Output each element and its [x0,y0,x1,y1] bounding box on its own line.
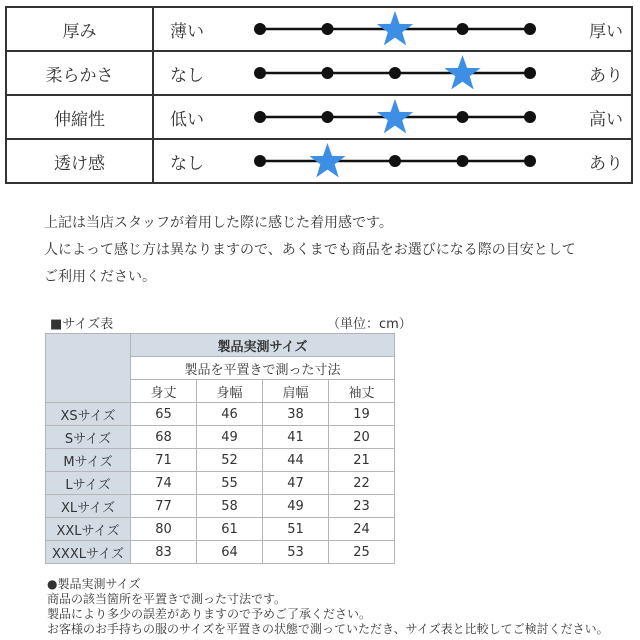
unit-label: （単位：cm） [327,317,412,332]
table-cell: 80 [131,518,197,541]
scale-dot [322,111,334,123]
table-cell: 41 [263,426,329,449]
feel-row-thickness [7,8,631,52]
scale-dot [524,23,536,35]
table-cell: 77 [131,495,197,518]
feel-name: 柔らかさ [7,52,154,94]
note-line: 上記は当店スタッフが着用した際に感じた着用感です。 [44,215,393,231]
table-cell: 49 [197,426,263,449]
table-cell: 49 [263,495,329,518]
table-row [46,518,395,541]
scale-graphic [250,52,540,94]
feel-scale [250,140,540,182]
table-cell: 55 [197,472,263,495]
feel-scale [250,52,540,94]
scale-dot [524,155,536,167]
size-label: XXLサイズ [46,518,131,541]
note-line: 人によって感じ方は異なりますので、あくまでも商品をお選びになる際の目安として [44,242,576,258]
table-cell: 65 [131,403,197,426]
feel-row-sheerness [7,140,631,182]
footnote-line: ●製品実測サイズ [47,577,141,591]
feel-low-label: なし [170,153,204,174]
table-cell: 58 [197,495,263,518]
footnotes [47,577,609,637]
feel-high-label: 高い [589,109,623,130]
table-cell: 71 [131,449,197,472]
scale-dot [524,111,536,123]
scale-dot [389,155,401,167]
feel-row-softness [7,52,631,96]
wear-notes [44,210,576,291]
table-cell: 23 [329,495,395,518]
scale-dot [457,23,469,35]
scale-graphic [250,96,540,138]
table-cell: 61 [197,518,263,541]
scale-dot [254,111,266,123]
table-cell: 21 [329,449,395,472]
table-cell: 38 [263,403,329,426]
scale-dot [322,23,334,35]
table-cell: 47 [263,472,329,495]
scale-dot [254,67,266,79]
column-header: 身丈 [131,380,197,403]
footnote-line: 製品により多少の誤差がありますので予めご了承ください。 [47,607,372,621]
table-cell: 52 [197,449,263,472]
footnote-line: お客様のお手持ちの服のサイズを平置きの状態で測っていただき、サイズ表と比較してご検討ください。 [47,622,609,636]
scale-dot [322,67,334,79]
scale-dot [254,155,266,167]
size-label: Lサイズ [46,472,131,495]
table-row [46,449,395,472]
footnote-line: 商品の該当箇所を平置きで測った寸法です。 [47,592,287,606]
table-cell: 53 [263,541,329,564]
size-label: XLサイズ [46,495,131,518]
table-corner [46,334,131,403]
table-cell: 24 [329,518,395,541]
table-cell: 83 [131,541,197,564]
table-cell: 51 [263,518,329,541]
table-row [46,403,395,426]
feel-name: 伸縮性 [7,96,154,138]
feel-name: 透け感 [7,140,154,182]
scale-dot [524,67,536,79]
feel-scale [250,96,540,138]
table-cell: 19 [329,403,395,426]
table-row [46,472,395,495]
scale-dot [254,23,266,35]
group-header: 製品実測サイズ [131,334,395,357]
size-label: Mサイズ [46,449,131,472]
feel-low-label: なし [170,65,204,86]
table-cell: 44 [263,449,329,472]
table-cell: 74 [131,472,197,495]
feel-row-stretch [7,96,631,140]
column-header: 袖丈 [329,380,395,403]
column-header: 肩幅 [263,380,329,403]
scale-dot [457,111,469,123]
table-row [46,495,395,518]
size-label: XXXLサイズ [46,541,131,564]
note-line: ご利用ください。 [44,269,156,285]
feel-low-label: 薄い [170,21,204,42]
table-cell: 46 [197,403,263,426]
feel-high-label: あり [589,65,623,86]
feel-table [5,6,633,184]
table-row [46,426,395,449]
size-label: XSサイズ [46,403,131,426]
size-table [45,333,395,564]
scale-graphic [250,8,540,50]
sub-header: 製品を平置きで測った寸法 [131,357,395,380]
column-header: 身幅 [197,380,263,403]
feel-high-label: 厚い [589,21,623,42]
scale-dot [457,155,469,167]
table-cell: 68 [131,426,197,449]
feel-scale [250,8,540,50]
feel-low-label: 低い [170,109,204,130]
size-label: Sサイズ [46,426,131,449]
table-row [46,541,395,564]
table-cell: 64 [197,541,263,564]
feel-name: 厚み [7,8,154,50]
scale-graphic [250,140,540,182]
size-table-caption: ■サイズ表 [50,317,114,332]
table-cell: 20 [329,426,395,449]
feel-high-label: あり [589,153,623,174]
table-cell: 22 [329,472,395,495]
scale-dot [389,67,401,79]
table-cell: 25 [329,541,395,564]
